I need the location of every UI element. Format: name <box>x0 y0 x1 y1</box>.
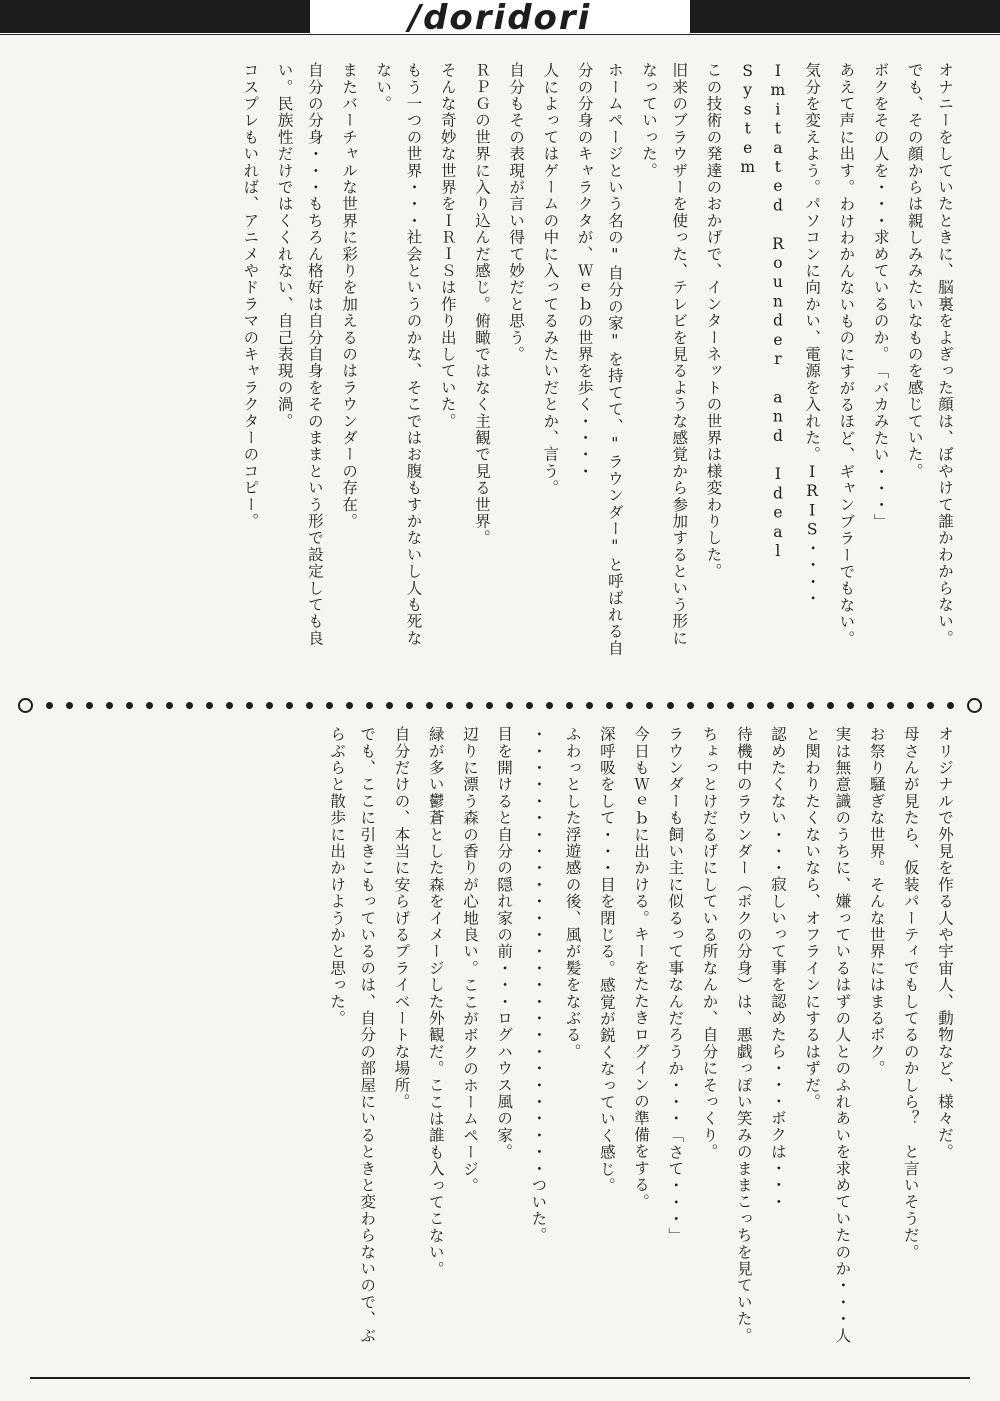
divider-dot <box>306 702 313 709</box>
text-column: 母さんが見たら、仮装パーティでもしてるのかしら？ と言いそうだ。 <box>901 726 920 1261</box>
divider-dot <box>747 702 754 709</box>
divider-dot <box>286 702 293 709</box>
divider-dot <box>707 702 714 709</box>
text-column: 「さて・・・」 <box>666 1126 685 1244</box>
divider-dot <box>326 702 333 709</box>
text-column: ホームページという名の"自分の家"を持てて、"ラウンダー"と呼ばれる自分の分身のキャラクタが、Ｗｅｂの世界を歩く・・・・ <box>575 62 624 657</box>
divider-dot <box>406 702 413 709</box>
divider-dot <box>827 702 834 709</box>
text-column: 「バカみたい・・・」 <box>871 362 890 530</box>
text-column: 辺りに漂う森の香りが心地良い。 <box>460 726 479 977</box>
text-column: ついた。 <box>529 1176 548 1244</box>
divider-dot <box>146 702 153 709</box>
bottom-rule <box>30 1377 970 1379</box>
text-column: 認めたくない・・・ <box>768 726 787 877</box>
doridori-logo: /doridori <box>408 0 592 38</box>
text-column: あえて声に出す。 <box>837 62 856 196</box>
divider-dot <box>787 702 794 709</box>
divider-dot <box>206 702 213 709</box>
text-column: ＲＰＧの世界に入り込んだ感じ。俯瞰ではなく主観で見る世界。 <box>472 62 491 547</box>
divider-end-cap <box>967 698 982 713</box>
text-column: 自分だけの、本当に安らげるプライベートな場所。 <box>392 726 411 1111</box>
divider-dot <box>426 702 433 709</box>
text-column: コスプレもいれば、アニメやドラマのキャラクターのコピー。 <box>241 62 260 530</box>
text-column: 待機中のラウンダー（ボクの分身）は、悪戯っぽい笑みのままこっちを見ていた。 <box>734 726 753 1344</box>
text-column: またバーチャルな世界に彩りを加えるのはラウンダーの存在。 <box>340 62 359 530</box>
divider-dot <box>727 702 734 709</box>
text-column: ・・・・・・・・・・・・・・・・・・・・・・・・・・・ <box>529 726 548 1177</box>
divider-dot <box>767 702 774 709</box>
text-column: 目を開けると自分の隠れ家の前・・・ログハウス風の家。 <box>495 726 514 1161</box>
divider-dot <box>907 702 914 709</box>
header-bar-right <box>690 0 1000 33</box>
text-column: 気分を変えよう。パソコンに向かい、電源を入れた。 <box>803 62 822 463</box>
divider-dot <box>687 702 694 709</box>
divider-dot <box>366 702 373 709</box>
divider-dot <box>266 702 273 709</box>
divider-dot <box>506 702 513 709</box>
divider-dot <box>66 702 73 709</box>
text-column: ラウンダーも飼い主に似るって事なんだろうか・・・ <box>666 726 685 1127</box>
text-column: 人によってはゲームの中に入ってるみたいだとか、言う。 <box>541 62 560 497</box>
header-bar-left <box>0 0 310 33</box>
text-column: お祭り騒ぎな世界。そんな世界にはまるボク。 <box>867 726 886 1077</box>
text-column: Imitated Rounder and Ideal System <box>738 62 787 581</box>
text-column: 自分もその表現が言い得て妙だと思う。 <box>507 62 526 363</box>
divider-dot <box>346 702 353 709</box>
divider-dot <box>466 702 473 709</box>
text-column: 寂しいって事を認めたら・・・ボクは・・・ <box>768 876 787 1211</box>
divider-dot <box>46 702 53 709</box>
text-column: 旧来のブラウザーを使った、テレビを見るような感覚から参加するという形になっていった。 <box>640 62 689 647</box>
divider-dot <box>106 702 113 709</box>
divider-dot <box>626 702 633 709</box>
text-column: ここがボクのホームページ。 <box>460 976 479 1194</box>
divider-dot <box>586 702 593 709</box>
divider-dot <box>186 702 193 709</box>
divider-dot <box>947 702 954 709</box>
divider-dot <box>126 702 133 709</box>
divider-dot <box>166 702 173 709</box>
text-column: ここは誰も入ってこない。 <box>426 1076 445 1278</box>
text-column: 自分の分身・・・もちろん格好は自分自身をそのままという形で設定しても良い。民族性だけではくくれない、自己表現の渦。 <box>275 62 324 647</box>
text-column: オリジナルで外見を作る人や宇宙人、動物など、様々だ。 <box>936 726 954 1161</box>
top-text-block <box>80 62 960 662</box>
text-column: キーをたたきログインの準備をする。 <box>632 926 651 1211</box>
text-column: 深呼吸をして・・・目を閉じる。 <box>597 726 616 977</box>
page-header <box>0 0 1000 38</box>
divider-dot <box>667 702 674 709</box>
text-column: ボクをその人を・・・求めているのか。 <box>871 62 890 363</box>
text-column: でも、ここに引きこもっているのは、自分の部屋にいるときと変わらないので、ぶらぶらと散歩に出かけようかと思った。 <box>328 726 377 1344</box>
text-column: もう一つの世界・・・社会というのかな、そこではお腹もすかないし人も死なない。 <box>374 62 423 647</box>
divider-dot <box>386 702 393 709</box>
divider-dot <box>887 702 894 709</box>
divider-dot <box>646 702 653 709</box>
text-column: 緑が多い鬱蒼とした森をイメージした外観だ。 <box>426 726 445 1077</box>
text-column: ふわっとした浮遊感の後、風が髪をなぶる。 <box>563 726 582 1060</box>
divider-dot <box>867 702 874 709</box>
text-column: この技術の発達のおかげで、インターネットの世界は様変わりした。 <box>704 62 723 580</box>
divider-dot <box>486 702 493 709</box>
divider-dot <box>86 702 93 709</box>
text-column: オナニーをしていたときに、脳裏をよぎった顔は、ぼやけて誰かわからない。でも、その顔からは親しみみたいなものを感じていた。 <box>905 62 954 647</box>
text-column: 実は無意識のうちに、嫌っているはずの人とのふれあいを求めていたのか・・・人と関わりたくないなら、オフラインにするはずだ。 <box>803 726 852 1344</box>
divider-dot <box>226 702 233 709</box>
text-column: 感覚が鋭くなっていく感じ。 <box>597 976 616 1194</box>
text-column: ちょっとけだるげにしている所なんか、自分にそっくり。 <box>700 726 719 1161</box>
divider-dot <box>546 702 553 709</box>
divider-dot <box>526 702 533 709</box>
divider-end-cap <box>18 698 33 713</box>
divider-dot <box>927 702 934 709</box>
text-column: そんな奇妙な世界をＩＲＩＳは作り出していた。 <box>438 62 457 430</box>
bottom-text-block <box>80 726 960 1346</box>
dotted-divider <box>18 700 982 710</box>
divider-dot <box>246 702 253 709</box>
divider-dot <box>807 702 814 709</box>
divider-dot <box>446 702 453 709</box>
divider-dot <box>606 702 613 709</box>
divider-dot <box>566 702 573 709</box>
divider-dot <box>847 702 854 709</box>
text-column: 今日もＷｅｂに出かける。 <box>632 726 651 927</box>
text-column: IRIS・・・・ <box>803 462 822 607</box>
text-column: わけわかんないものにすがるほど、ギャンブラーでもない。 <box>837 195 856 647</box>
